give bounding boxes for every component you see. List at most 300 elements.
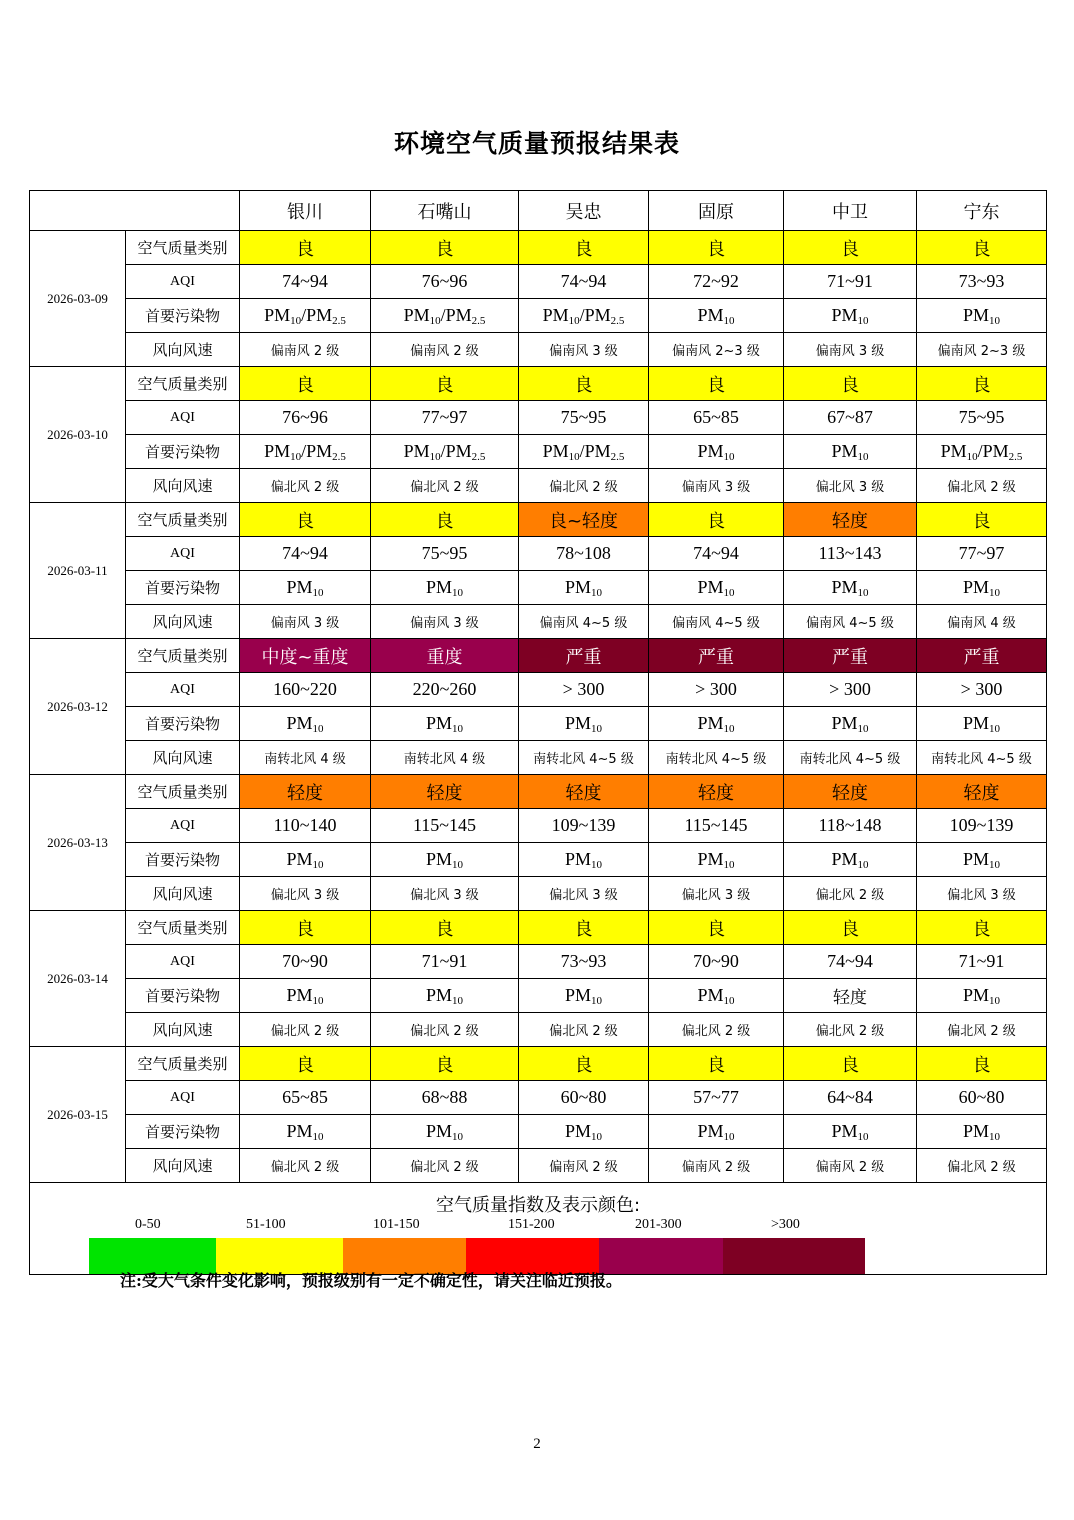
row-label: AQI — [126, 945, 240, 979]
pollutant-cell: $PM_{10}$ — [519, 843, 649, 877]
category-row — [30, 503, 1047, 537]
date-cell: 2026-03-15 — [30, 1047, 126, 1183]
wind-cell: 偏南风 2~3 级 — [649, 333, 784, 367]
pm-subscript: 2.5 — [332, 450, 346, 463]
pollutant-cell: $PM_{10}$ — [371, 707, 519, 741]
category-cell: 重度 — [371, 639, 519, 673]
category-cell: 良 — [240, 231, 371, 265]
category-cell: 轻度 — [240, 775, 371, 809]
aqi-cell: 75~95 — [519, 401, 649, 435]
wind-cell: 偏南风 4 级 — [917, 605, 1047, 639]
pollutant-cell: $PM_{10}/PM_{2.5}$ — [371, 435, 519, 469]
aqi-cell: 67~87 — [784, 401, 917, 435]
pm-subscript: 10 — [312, 586, 324, 599]
pollutant-cell: $PM_{10}$ — [519, 571, 649, 605]
aqi-cell: 220~260 — [371, 673, 519, 707]
pm-subscript: 2.5 — [332, 314, 346, 327]
city-header: 石嘴山 — [371, 191, 519, 231]
row-label: 风向风速 — [126, 333, 240, 367]
legend-range-label: 151-200 — [508, 1217, 555, 1232]
wind-cell: 偏南风 2~3 级 — [917, 333, 1047, 367]
category-cell: 良 — [649, 367, 784, 401]
category-cell: 轻度 — [917, 775, 1047, 809]
wind-row — [30, 1149, 1047, 1183]
pm-subscript: 10 — [857, 1130, 869, 1143]
category-cell: 轻度 — [519, 775, 649, 809]
row-label: 风向风速 — [126, 877, 240, 911]
category-cell: 良 — [519, 231, 649, 265]
wind-cell: 偏北风 2 级 — [240, 1149, 371, 1183]
pollutant-cell: $PM_{10}$ — [371, 843, 519, 877]
aqi-cell: 71~91 — [784, 265, 917, 299]
wind-cell: 偏北风 3 级 — [371, 877, 519, 911]
wind-cell: 偏北风 2 级 — [519, 469, 649, 503]
pm-subscript: 10 — [452, 1130, 463, 1143]
wind-cell: 偏南风 3 级 — [240, 605, 371, 639]
wind-cell: 偏南风 3 级 — [649, 469, 784, 503]
date-cell: 2026-03-10 — [30, 367, 126, 503]
wind-cell: 偏南风 2 级 — [519, 1149, 649, 1183]
wind-row — [30, 741, 1047, 775]
pm-subscript: 10 — [989, 1130, 1000, 1143]
legend-color-swatch — [723, 1238, 865, 1275]
pollutant-cell: 轻度 — [784, 979, 917, 1013]
pm-subscript: 10 — [591, 858, 602, 871]
date-cell: 2026-03-14 — [30, 911, 126, 1047]
disclaimer-note: 注:受大气条件变化影响，预报级别有一定不确定性，请关注临近预报。 — [120, 1271, 622, 1290]
pm-subscript: 10 — [989, 994, 1000, 1007]
aqi-cell: 60~80 — [519, 1081, 649, 1115]
wind-cell: 偏北风 2 级 — [240, 469, 371, 503]
row-label: 首要污染物 — [126, 979, 240, 1013]
pm-subscript: 10 — [591, 586, 602, 599]
pm-subscript: 10 — [591, 722, 602, 735]
pm-subscript: 10 — [723, 586, 735, 599]
pollutant-cell: $PM_{10}/PM_{2.5}$ — [519, 435, 649, 469]
pollutant-cell: $PM_{10}$ — [519, 979, 649, 1013]
pollutant-row — [30, 707, 1047, 741]
aqi-cell: 115~145 — [649, 809, 784, 843]
aqi-row — [30, 945, 1047, 979]
category-cell: 良 — [240, 911, 371, 945]
wind-row — [30, 469, 1047, 503]
pm-subscript: 10 — [312, 858, 324, 871]
date-cell: 2026-03-11 — [30, 503, 126, 639]
category-cell: 严重 — [917, 639, 1047, 673]
pm-subscript: 10 — [429, 450, 441, 463]
wind-cell: 偏南风 2 级 — [649, 1149, 784, 1183]
row-label: 首要污染物 — [126, 707, 240, 741]
row-label: 空气质量类别 — [126, 775, 240, 809]
aqi-cell: 64~84 — [784, 1081, 917, 1115]
wind-row — [30, 877, 1047, 911]
aqi-cell: 78~108 — [519, 537, 649, 571]
aqi-cell: 77~97 — [371, 401, 519, 435]
aqi-cell: 109~139 — [519, 809, 649, 843]
row-label: 空气质量类别 — [126, 1047, 240, 1081]
category-cell: 良 — [519, 367, 649, 401]
wind-row — [30, 1013, 1047, 1047]
row-label: 首要污染物 — [126, 571, 240, 605]
category-cell: 严重 — [649, 639, 784, 673]
city-header: 固原 — [649, 191, 784, 231]
aqi-cell: 57~77 — [649, 1081, 784, 1115]
row-label: AQI — [126, 1081, 240, 1115]
aqi-cell: 68~88 — [371, 1081, 519, 1115]
wind-cell: 偏北风 3 级 — [519, 877, 649, 911]
pm-subscript: 10 — [989, 314, 1000, 327]
pollutant-cell: $PM_{10}$ — [649, 707, 784, 741]
wind-cell: 偏北风 2 级 — [784, 877, 917, 911]
header-row — [30, 191, 1047, 231]
row-label: 首要污染物 — [126, 1115, 240, 1149]
category-cell: 良 — [649, 1047, 784, 1081]
pollutant-cell: $PM_{10}$ — [784, 571, 917, 605]
pm-subscript: 10 — [429, 314, 441, 327]
legend-range-label: 201-300 — [635, 1217, 682, 1232]
aqi-cell: 110~140 — [240, 809, 371, 843]
category-cell: 良 — [649, 503, 784, 537]
pollutant-cell: $PM_{10}$ — [371, 571, 519, 605]
category-row — [30, 639, 1047, 673]
category-cell: 良 — [784, 1047, 917, 1081]
category-cell: 中度~重度 — [240, 639, 371, 673]
wind-cell: 南转北风 4~5 级 — [784, 741, 917, 775]
pm-subscript: 10 — [452, 586, 463, 599]
pollutant-cell: $PM_{10}$ — [240, 707, 371, 741]
page-title: 环境空气质量预报结果表 — [393, 129, 680, 158]
category-cell: 良 — [784, 911, 917, 945]
wind-cell: 偏北风 2 级 — [917, 1013, 1047, 1047]
category-cell: 良 — [784, 367, 917, 401]
category-cell: 良 — [240, 367, 371, 401]
aqi-row — [30, 1081, 1047, 1115]
row-label: 空气质量类别 — [126, 503, 240, 537]
legend-title: 空气质量指数及表示颜色: — [435, 1195, 641, 1216]
category-row — [30, 1047, 1047, 1081]
wind-cell: 偏北风 2 级 — [371, 1013, 519, 1047]
pollutant-cell: $PM_{10}$ — [649, 571, 784, 605]
pm-subscript: 10 — [452, 994, 463, 1007]
category-cell: 良 — [371, 231, 519, 265]
wind-cell: 南转北风 4~5 级 — [917, 741, 1047, 775]
aqi-cell: 118~148 — [784, 809, 917, 843]
aqi-cell: 76~96 — [240, 401, 371, 435]
pm-subscript: 10 — [723, 858, 735, 871]
wind-cell: 偏北风 2 级 — [917, 469, 1047, 503]
pm-subscript: 10 — [723, 314, 735, 327]
legend-row — [30, 1183, 1047, 1275]
row-label: 风向风速 — [126, 741, 240, 775]
page-number: 2 — [533, 1436, 541, 1452]
wind-cell: 偏南风 2 级 — [371, 333, 519, 367]
pm-subscript: 10 — [857, 586, 869, 599]
category-cell: 良 — [917, 231, 1047, 265]
aqi-cell: 73~93 — [917, 265, 1047, 299]
pollutant-cell: $PM_{10}$ — [371, 979, 519, 1013]
pm-subscript: 10 — [312, 1130, 324, 1143]
wind-cell: 偏北风 2 级 — [784, 1013, 917, 1047]
wind-cell: 偏南风 3 级 — [371, 605, 519, 639]
pollutant-cell: $PM_{10}/PM_{2.5}$ — [371, 299, 519, 333]
pollutant-row — [30, 1115, 1047, 1149]
aqi-cell: 74~94 — [649, 537, 784, 571]
pollutant-cell: $PM_{10}$ — [784, 1115, 917, 1149]
header-corner — [30, 191, 240, 231]
aqi-cell: 109~139 — [917, 809, 1047, 843]
wind-cell: 偏北风 2 级 — [649, 1013, 784, 1047]
row-label: AQI — [126, 809, 240, 843]
aqi-cell: 74~94 — [240, 265, 371, 299]
pollutant-cell: $PM_{10}/PM_{2.5}$ — [240, 299, 371, 333]
row-label: 首要污染物 — [126, 299, 240, 333]
category-cell: 良 — [240, 503, 371, 537]
pollutant-cell: $PM_{10}/PM_{2.5}$ — [917, 435, 1047, 469]
pm-subscript: 10 — [723, 450, 735, 463]
legend-range-label: >300 — [771, 1217, 800, 1232]
row-label: AQI — [126, 265, 240, 299]
category-cell: 良 — [649, 911, 784, 945]
aqi-cell: 65~85 — [240, 1081, 371, 1115]
pm-subscript: 10 — [723, 994, 735, 1007]
pollutant-row — [30, 435, 1047, 469]
pm-subscript: 2.5 — [1008, 450, 1023, 463]
wind-cell: 偏南风 4~5 级 — [649, 605, 784, 639]
pollutant-cell: $PM_{10}$ — [784, 843, 917, 877]
category-cell: 轻度 — [649, 775, 784, 809]
pm-subscript: 10 — [857, 314, 869, 327]
aqi-cell: 65~85 — [649, 401, 784, 435]
category-cell: 良 — [917, 1047, 1047, 1081]
aqi-cell: 74~94 — [519, 265, 649, 299]
wind-cell: 偏北风 3 级 — [649, 877, 784, 911]
wind-cell: 偏南风 2 级 — [240, 333, 371, 367]
category-row — [30, 911, 1047, 945]
pollutant-row — [30, 571, 1047, 605]
wind-cell: 南转北风 4 级 — [240, 741, 371, 775]
city-header: 银川 — [240, 191, 371, 231]
pollutant-cell: $PM_{10}$ — [784, 299, 917, 333]
wind-cell: 偏北风 2 级 — [519, 1013, 649, 1047]
pm-subscript: 2.5 — [471, 314, 486, 327]
pm-subscript: 10 — [966, 450, 978, 463]
city-header: 中卫 — [784, 191, 917, 231]
aqi-cell: 74~94 — [784, 945, 917, 979]
wind-cell: 偏南风 4~5 级 — [519, 605, 649, 639]
pm-subscript: 10 — [857, 722, 869, 735]
wind-cell: 偏北风 2 级 — [371, 469, 519, 503]
aqi-cell: 75~95 — [371, 537, 519, 571]
category-cell: 良 — [240, 1047, 371, 1081]
pm-subscript: 2.5 — [471, 450, 486, 463]
pollutant-cell: $PM_{10}$ — [240, 843, 371, 877]
pm-subscript: 10 — [290, 314, 302, 327]
pollutant-cell: $PM_{10}$ — [917, 1115, 1047, 1149]
wind-cell: 偏北风 3 级 — [240, 877, 371, 911]
pollutant-cell: $PM_{10}$ — [240, 571, 371, 605]
pollutant-cell: $PM_{10}$ — [371, 1115, 519, 1149]
category-cell: 良 — [917, 503, 1047, 537]
wind-row — [30, 333, 1047, 367]
wind-cell: 南转北风 4 级 — [371, 741, 519, 775]
aqi-row — [30, 537, 1047, 571]
aqi-cell: 75~95 — [917, 401, 1047, 435]
category-row — [30, 775, 1047, 809]
pollutant-cell: $PM_{10}$ — [917, 843, 1047, 877]
wind-cell: 偏北风 2 级 — [371, 1149, 519, 1183]
wind-cell: 偏南风 2 级 — [784, 1149, 917, 1183]
category-cell: 良 — [784, 231, 917, 265]
category-cell: 良 — [519, 1047, 649, 1081]
pm-subscript: 10 — [723, 1130, 735, 1143]
city-header: 宁东 — [917, 191, 1047, 231]
pm-subscript: 10 — [290, 450, 302, 463]
aqi-cell: 72~92 — [649, 265, 784, 299]
aqi-cell: 113~143 — [784, 537, 917, 571]
aqi-cell: > 300 — [784, 673, 917, 707]
legend-range-label: 0-50 — [135, 1217, 161, 1232]
wind-cell: 南转北风 4~5 级 — [649, 741, 784, 775]
aqi-cell: 70~90 — [649, 945, 784, 979]
pm-subscript: 10 — [452, 858, 463, 871]
aqi-row — [30, 265, 1047, 299]
pollutant-cell: $PM_{10}/PM_{2.5}$ — [240, 435, 371, 469]
pm-subscript: 2.5 — [610, 450, 625, 463]
pollutant-cell: $PM_{10}$ — [917, 299, 1047, 333]
pm-subscript: 10 — [723, 722, 735, 735]
pm-subscript: 10 — [452, 722, 463, 735]
row-label: 首要污染物 — [126, 843, 240, 877]
row-label: AQI — [126, 673, 240, 707]
category-cell: 良 — [371, 911, 519, 945]
aqi-cell: 115~145 — [371, 809, 519, 843]
aqi-cell: > 300 — [917, 673, 1047, 707]
pollutant-cell: $PM_{10}$ — [519, 707, 649, 741]
wind-cell: 偏北风 3 级 — [784, 469, 917, 503]
pollutant-cell: $PM_{10}$ — [649, 979, 784, 1013]
pollutant-cell: $PM_{10}$ — [784, 707, 917, 741]
pollutant-cell: $PM_{10}$ — [649, 843, 784, 877]
wind-cell: 偏北风 2 级 — [240, 1013, 371, 1047]
city-header: 吴忠 — [519, 191, 649, 231]
pollutant-cell: $PM_{10}$ — [917, 571, 1047, 605]
pollutant-cell: $PM_{10}$ — [917, 979, 1047, 1013]
aqi-cell: 160~220 — [240, 673, 371, 707]
category-cell: 轻度 — [784, 503, 917, 537]
forecast-table — [29, 190, 1047, 1275]
pm-subscript: 10 — [989, 858, 1000, 871]
wind-row — [30, 605, 1047, 639]
row-label: 风向风速 — [126, 605, 240, 639]
pollutant-cell: $PM_{10}$ — [240, 979, 371, 1013]
wind-cell: 偏南风 3 级 — [784, 333, 917, 367]
category-cell: 严重 — [519, 639, 649, 673]
category-cell: 轻度 — [784, 775, 917, 809]
wind-cell: 偏北风 2 级 — [917, 1149, 1047, 1183]
category-cell: 良~轻度 — [519, 503, 649, 537]
pollutant-cell: $PM_{10}$ — [649, 1115, 784, 1149]
pm-subscript: 10 — [568, 450, 580, 463]
row-label: 风向风速 — [126, 1149, 240, 1183]
aqi-cell: 71~91 — [917, 945, 1047, 979]
pm-subscript: 10 — [989, 722, 1000, 735]
aqi-cell: 74~94 — [240, 537, 371, 571]
wind-cell: 南转北风 4~5 级 — [519, 741, 649, 775]
pollutant-row — [30, 843, 1047, 877]
pollutant-cell: $PM_{10}$ — [917, 707, 1047, 741]
category-cell: 良 — [649, 231, 784, 265]
category-cell: 良 — [917, 367, 1047, 401]
row-label: 首要污染物 — [126, 435, 240, 469]
pollutant-cell: $PM_{10}$ — [784, 435, 917, 469]
pollutant-row — [30, 979, 1047, 1013]
legend-range-label: 51-100 — [246, 1217, 286, 1232]
pm-subscript: 10 — [857, 858, 869, 871]
aqi-legend — [30, 1183, 1047, 1275]
category-cell: 轻度 — [371, 775, 519, 809]
aqi-row — [30, 809, 1047, 843]
row-label: 空气质量类别 — [126, 231, 240, 265]
pollutant-row — [30, 299, 1047, 333]
date-cell: 2026-03-09 — [30, 231, 126, 367]
category-cell: 良 — [371, 503, 519, 537]
pm-subscript: 10 — [312, 994, 324, 1007]
date-cell: 2026-03-12 — [30, 639, 126, 775]
wind-cell: 偏南风 4~5 级 — [784, 605, 917, 639]
row-label: 风向风速 — [126, 1013, 240, 1047]
pollutant-cell: $PM_{10}$ — [649, 299, 784, 333]
aqi-cell: 60~80 — [917, 1081, 1047, 1115]
aqi-row — [30, 673, 1047, 707]
wind-cell: 偏北风 3 级 — [917, 877, 1047, 911]
pm-subscript: 10 — [312, 722, 324, 735]
category-cell: 良 — [519, 911, 649, 945]
row-label: 风向风速 — [126, 469, 240, 503]
category-row — [30, 231, 1047, 265]
aqi-cell: 70~90 — [240, 945, 371, 979]
category-cell: 良 — [371, 1047, 519, 1081]
pm-subscript: 10 — [857, 450, 869, 463]
row-label: 空气质量类别 — [126, 911, 240, 945]
wind-cell: 偏南风 3 级 — [519, 333, 649, 367]
aqi-cell: 73~93 — [519, 945, 649, 979]
category-cell: 严重 — [784, 639, 917, 673]
pm-subscript: 10 — [989, 586, 1000, 599]
row-label: AQI — [126, 401, 240, 435]
pm-subscript: 10 — [568, 314, 580, 327]
pollutant-cell: $PM_{10}$ — [649, 435, 784, 469]
date-cell: 2026-03-13 — [30, 775, 126, 911]
pm-subscript: 2.5 — [610, 314, 625, 327]
row-label: 空气质量类别 — [126, 639, 240, 673]
row-label: 空气质量类别 — [126, 367, 240, 401]
aqi-cell: 71~91 — [371, 945, 519, 979]
pollutant-cell: $PM_{10}$ — [519, 1115, 649, 1149]
aqi-cell: 76~96 — [371, 265, 519, 299]
pm-subscript: 10 — [591, 1130, 602, 1143]
row-label: AQI — [126, 537, 240, 571]
aqi-cell: > 300 — [519, 673, 649, 707]
pollutant-cell: $PM_{10}$ — [240, 1115, 371, 1149]
pm-subscript: 10 — [591, 994, 602, 1007]
category-cell: 良 — [371, 367, 519, 401]
pollutant-cell: $PM_{10}/PM_{2.5}$ — [519, 299, 649, 333]
aqi-cell: 77~97 — [917, 537, 1047, 571]
aqi-row — [30, 401, 1047, 435]
legend-range-label: 101-150 — [373, 1217, 420, 1232]
category-cell: 良 — [917, 911, 1047, 945]
category-row — [30, 367, 1047, 401]
